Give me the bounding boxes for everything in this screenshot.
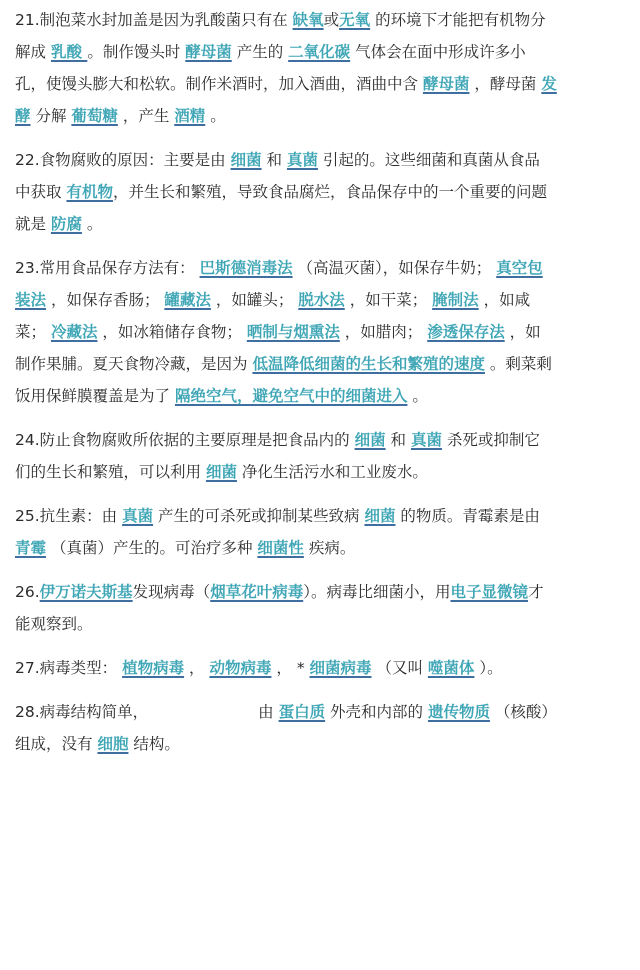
question-text: ，如冰箱储存食物； <box>97 323 247 341</box>
question-text: 。 <box>81 215 103 233</box>
question-text: 结构。 <box>128 735 180 753</box>
answer-blank: 酵 <box>15 107 31 125</box>
question-text: 。剩菜剩 <box>484 355 552 373</box>
text-line <box>15 652 637 684</box>
question-text: 。制作馒头时 <box>87 43 186 61</box>
answer-blank: 隔绝空气，避免空气中的细菌进入 <box>174 387 408 405</box>
question-text: 才 <box>527 583 544 601</box>
paragraph-gap <box>15 132 637 144</box>
question-text: （真菌）产生的。可治疗多种 <box>46 539 258 557</box>
question-text: （高温灭菌），如保存牛奶； <box>292 259 497 277</box>
text-line <box>15 696 637 728</box>
answer-blank: 乳酸 <box>50 43 88 61</box>
paragraph-gap <box>15 488 637 500</box>
answer-blank: 烟草花叶病毒 <box>210 583 304 601</box>
answer-blank: 细菌病毒 <box>309 659 372 677</box>
question-text: 21.制泡菜水封加盖是因为乳酸菌只有在 <box>15 11 293 29</box>
answer-blank: 酒精 <box>174 107 206 125</box>
question-text: 。 <box>407 387 428 405</box>
answer-blank: 细菌 <box>354 431 386 449</box>
question-text: 制作果脯。夏天食物冷藏，是因为 <box>15 355 253 373</box>
question-text: ，如腊肉； <box>339 323 428 341</box>
answer-blank: 冷藏法 <box>50 323 98 341</box>
question-text: 杀死或抑制它 <box>441 431 540 449</box>
answer-blank: 发 <box>541 75 557 93</box>
question-text: 解成 <box>15 43 51 61</box>
question-text: 或 <box>323 11 340 29</box>
paragraph-gap <box>15 564 637 576</box>
question-text: 23.常用食品保存方法有： <box>15 259 200 277</box>
question-text: 发现病毒（ <box>132 583 211 601</box>
text-line <box>15 500 637 532</box>
answer-blank: 二氧化碳 <box>288 43 351 61</box>
text-line <box>15 100 637 132</box>
question-text: ）。病毒比细菌小，用 <box>303 583 451 601</box>
answer-blank: 防腐 <box>50 215 82 233</box>
question-text: 孔，使馒头膨大和松软。制作米酒时，加入酒曲，酒曲中含 <box>15 75 423 93</box>
question-text: ，如 <box>504 323 541 341</box>
text-line <box>15 532 637 564</box>
answer-blank: 真菌 <box>410 431 442 449</box>
question-text: 的物质。青霉素是由 <box>395 507 540 525</box>
text-line <box>15 728 637 760</box>
question-text: 饭用保鲜膜覆盖是为了 <box>15 387 175 405</box>
answer-blank: 罐藏法 <box>164 291 211 309</box>
question-text: 组成，没有 <box>15 735 98 753</box>
question-text: 产生的可杀死或抑制某些致病 <box>153 507 365 525</box>
text-line <box>15 348 637 380</box>
question-text: 分解 <box>30 107 72 125</box>
answer-blank: 真菌 <box>122 507 154 525</box>
text-line <box>15 252 637 284</box>
text-line <box>15 424 637 456</box>
text-line <box>15 208 637 240</box>
answer-blank: 真菌 <box>286 151 318 169</box>
answer-blank: 蛋白质 <box>278 703 326 721</box>
question-text: ，如干菜； <box>344 291 433 309</box>
question-text: 和 <box>261 151 287 169</box>
text-line <box>15 36 637 68</box>
text-line <box>15 608 637 640</box>
answer-blank: 渗透保存法 <box>427 323 505 341</box>
question-text: 28.病毒结构简单， <box>15 703 149 721</box>
answer-blank: 青霉 <box>15 539 47 557</box>
answer-blank: 有机物 <box>66 183 113 201</box>
answer-blank: 植物病毒 <box>122 659 185 677</box>
question-text: 25.抗生素：由 <box>15 507 123 525</box>
question-text: （核酸） <box>489 703 557 721</box>
answer-blank: 晒制与烟熏法 <box>246 323 340 341</box>
answer-blank: 电子显微镜 <box>450 583 528 601</box>
question-text: ）。 <box>474 659 503 677</box>
answer-blank: 动物病毒 <box>209 659 272 677</box>
question-text: 22.食物腐败的原因：主要是由 <box>15 151 231 169</box>
question-text: ，如罐头； <box>210 291 299 309</box>
text-line <box>15 4 637 36</box>
question-text: 产生的 <box>231 43 289 61</box>
question-text: 的环境下才能把有机物分 <box>370 11 546 29</box>
question-text: 。 <box>205 107 226 125</box>
question-text: 24.防止食物腐败所依据的主要原理是把食品内的 <box>15 431 355 449</box>
question-text: 气体会在面中形成许多小 <box>350 43 526 61</box>
question-text: 外壳和内部的 <box>325 703 428 721</box>
text-line <box>15 380 637 412</box>
answer-blank: 酵母菌 <box>422 75 470 93</box>
answer-blank: 细胞 <box>97 735 129 753</box>
question-text: ，产生 <box>117 107 175 125</box>
question-text: （又叫 <box>371 659 428 677</box>
question-text: ，并生长和繁殖，导致食品腐烂，食品保存中的一个重要的问题 <box>112 183 547 201</box>
text-line <box>15 68 637 100</box>
answer-blank: 低温降低细菌的生长和繁殖的速度 <box>252 355 485 373</box>
text-line <box>15 144 637 176</box>
answer-blank: 装法 <box>15 291 47 309</box>
text-line <box>15 176 637 208</box>
answer-blank: 细菌 <box>205 463 237 481</box>
question-text: 能观察到。 <box>15 615 93 633</box>
question-text: 就是 <box>15 215 51 233</box>
question-text: 26. <box>15 583 40 601</box>
answer-blank: 酵母菌 <box>185 43 232 61</box>
question-text: 和 <box>385 431 411 449</box>
answer-blank: 遗传物质 <box>427 703 490 721</box>
question-text: ， <box>184 659 210 677</box>
paragraph-gap <box>15 684 637 696</box>
question-text: 中获取 <box>15 183 67 201</box>
question-text: 引起的。这些细菌和真菌从食品 <box>317 151 540 169</box>
question-text: 疾病。 <box>303 539 356 557</box>
question-text: 菜； <box>15 323 51 341</box>
paragraph-gap <box>15 240 637 252</box>
text-line <box>15 456 637 488</box>
answer-blank: 细菌 <box>364 507 396 525</box>
question-text: ，酵母菌 <box>469 75 542 93</box>
answer-blank: 葡萄糖 <box>71 107 118 125</box>
answer-blank: 腌制法 <box>432 291 479 309</box>
question-text: 净化生活污水和工业废水。 <box>236 463 428 481</box>
question-text: 由 <box>258 703 279 721</box>
answer-blank: 巴斯德消毒法 <box>199 259 293 277</box>
text-line <box>15 316 637 348</box>
question-text: ，如咸 <box>478 291 531 309</box>
answer-blank: 细菌 <box>230 151 262 169</box>
paragraph-gap <box>15 640 637 652</box>
question-text: ， * <box>271 659 310 677</box>
answer-blank: 伊万诺夫斯基 <box>39 583 133 601</box>
question-text: 27.病毒类型： <box>15 659 123 677</box>
text-line <box>15 284 637 316</box>
answer-blank: 无氧 <box>339 11 371 29</box>
text-line <box>15 576 637 608</box>
answer-blank: 缺氧 <box>292 11 324 29</box>
question-text: 们的生长和繁殖，可以利用 <box>15 463 206 481</box>
answer-blank: 细菌性 <box>257 539 304 557</box>
answer-blank: 噬菌体 <box>427 659 475 677</box>
question-text: ，如保存香肠； <box>46 291 165 309</box>
answer-blank: 脱水法 <box>298 291 345 309</box>
answer-blank: 真空包 <box>496 259 543 277</box>
paragraph-gap <box>15 412 637 424</box>
